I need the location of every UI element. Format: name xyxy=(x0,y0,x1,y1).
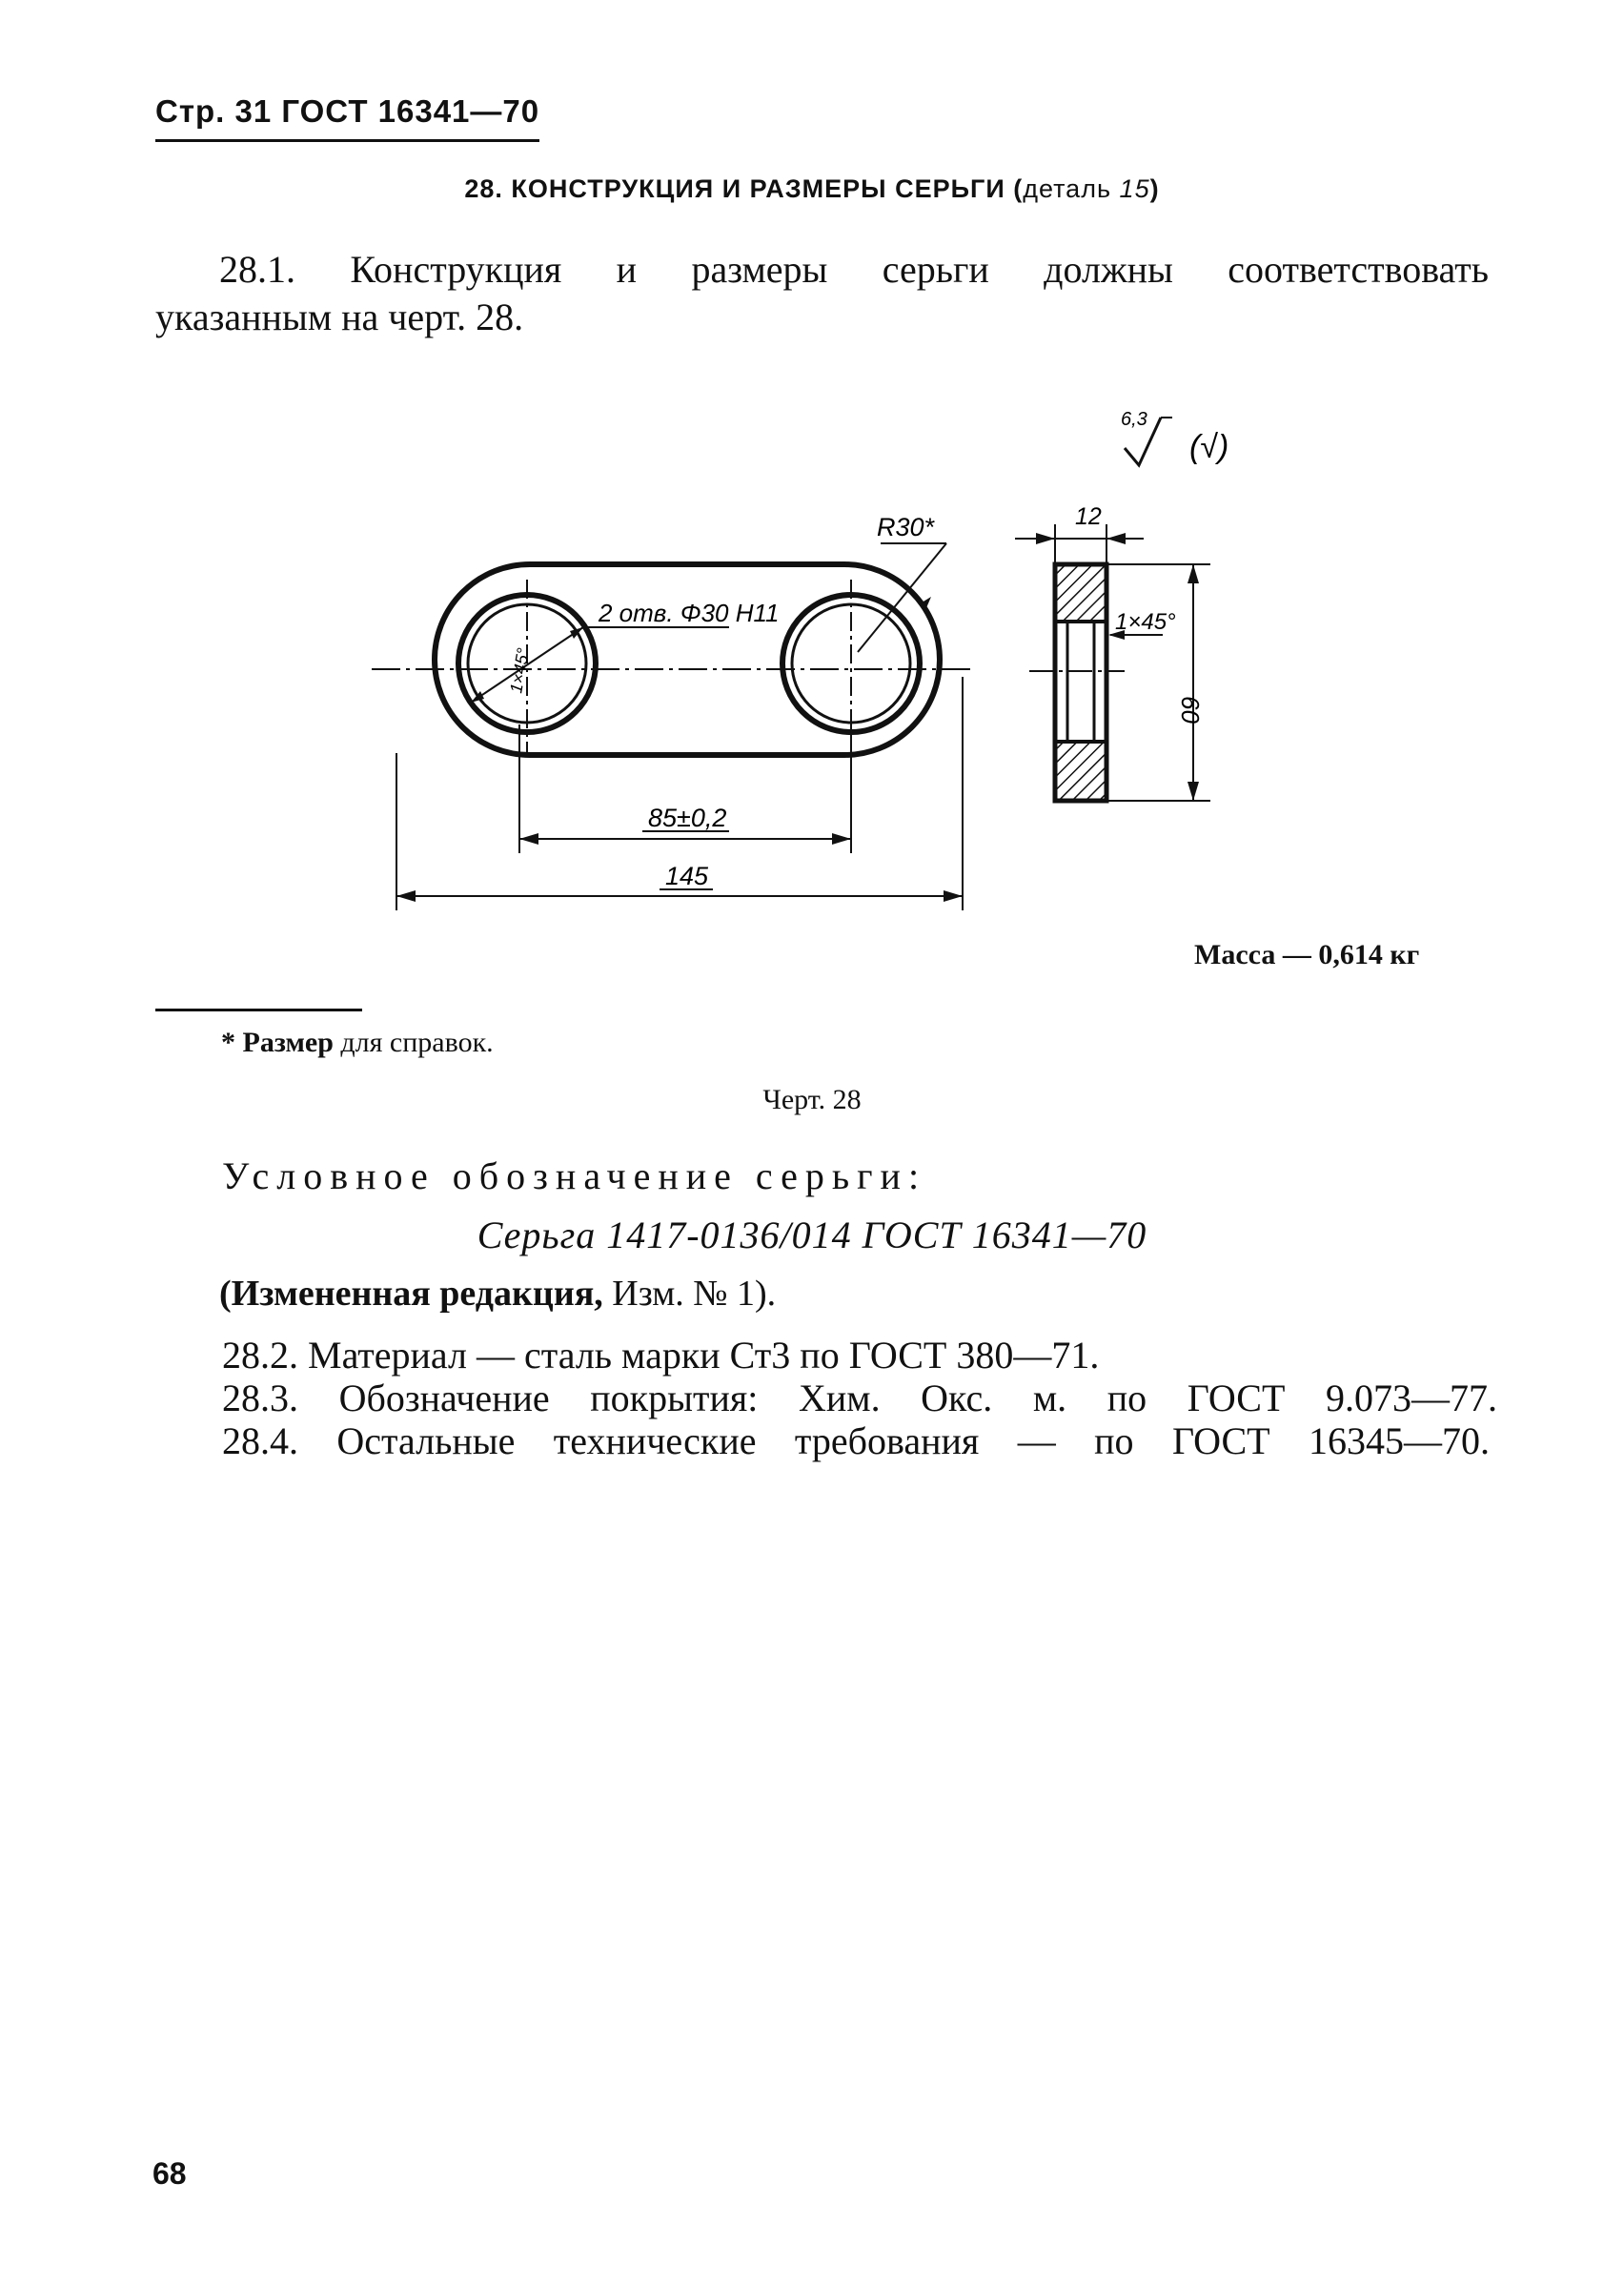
mass-dash: — xyxy=(1282,939,1311,970)
technical-drawing xyxy=(362,391,1277,925)
paragraph-28-1-line2: указанным на черт. 28. xyxy=(155,296,524,338)
svg-text:85±0,2: 85±0,2 xyxy=(648,804,727,832)
section-heading xyxy=(0,174,1624,204)
paragraph-28-3: 28.3. Обозначение покрытия: Хим. Окс. м. по ГОСТ 9.073—77. xyxy=(222,1377,1497,1419)
svg-text:60: 60 xyxy=(1176,696,1205,724)
paragraph-28-2: 28.2. Материал — сталь марки Ст3 по ГОСТ 380—71. xyxy=(222,1334,1100,1377)
plan-view xyxy=(372,513,972,910)
svg-text:6,3: 6,3 xyxy=(1121,409,1147,430)
amendment-bold: (Измененная редакция, xyxy=(219,1274,603,1314)
section-title: 28. КОНСТРУКЦИЯ И РАЗМЕРЫ СЕРЬГИ xyxy=(464,174,1005,203)
svg-text:1×45°: 1×45° xyxy=(1115,609,1176,635)
footnote-marker: * Размер xyxy=(221,1027,334,1058)
svg-text:1×45°: 1×45° xyxy=(506,646,534,695)
paragraph-28-1-line1: 28.1. Конструкция и размеры серьги должны соответствовать xyxy=(219,248,1489,291)
designation-label: Условное обозначение серьги: xyxy=(222,1154,927,1197)
mass-label: Масса xyxy=(1194,939,1276,970)
svg-text:(√): (√) xyxy=(1189,429,1229,465)
svg-text:2 отв. Φ30 H11: 2 отв. Φ30 H11 xyxy=(599,599,780,627)
figure-caption: Черт. 28 xyxy=(762,1084,862,1115)
side-view xyxy=(1015,503,1210,801)
footnote-rule xyxy=(155,1009,362,1011)
svg-text:145: 145 xyxy=(665,862,709,890)
amendment-note xyxy=(219,1273,776,1315)
designation-value: Серьга 1417-0136/014 ГОСТ 16341—70 xyxy=(477,1214,1147,1256)
paragraph-28-4: 28.4. Остальные технические требования — по ГОСТ 16345—70. xyxy=(222,1419,1490,1462)
amendment-normal: Изм. № 1). xyxy=(612,1274,777,1314)
page-number: 68 xyxy=(152,2156,187,2191)
svg-text:R30*: R30* xyxy=(877,513,935,541)
footnote-text: для справок. xyxy=(340,1027,494,1058)
mass-note xyxy=(1194,939,1419,971)
mass-value: 0,614 кг xyxy=(1318,939,1420,970)
roughness-symbol xyxy=(1121,409,1228,465)
svg-text:12: 12 xyxy=(1075,503,1102,530)
section-detail: (деталь 15) xyxy=(1013,174,1160,203)
footnote xyxy=(221,1027,494,1059)
page-header: Стр. 31 ГОСТ 16341—70 xyxy=(155,93,539,142)
